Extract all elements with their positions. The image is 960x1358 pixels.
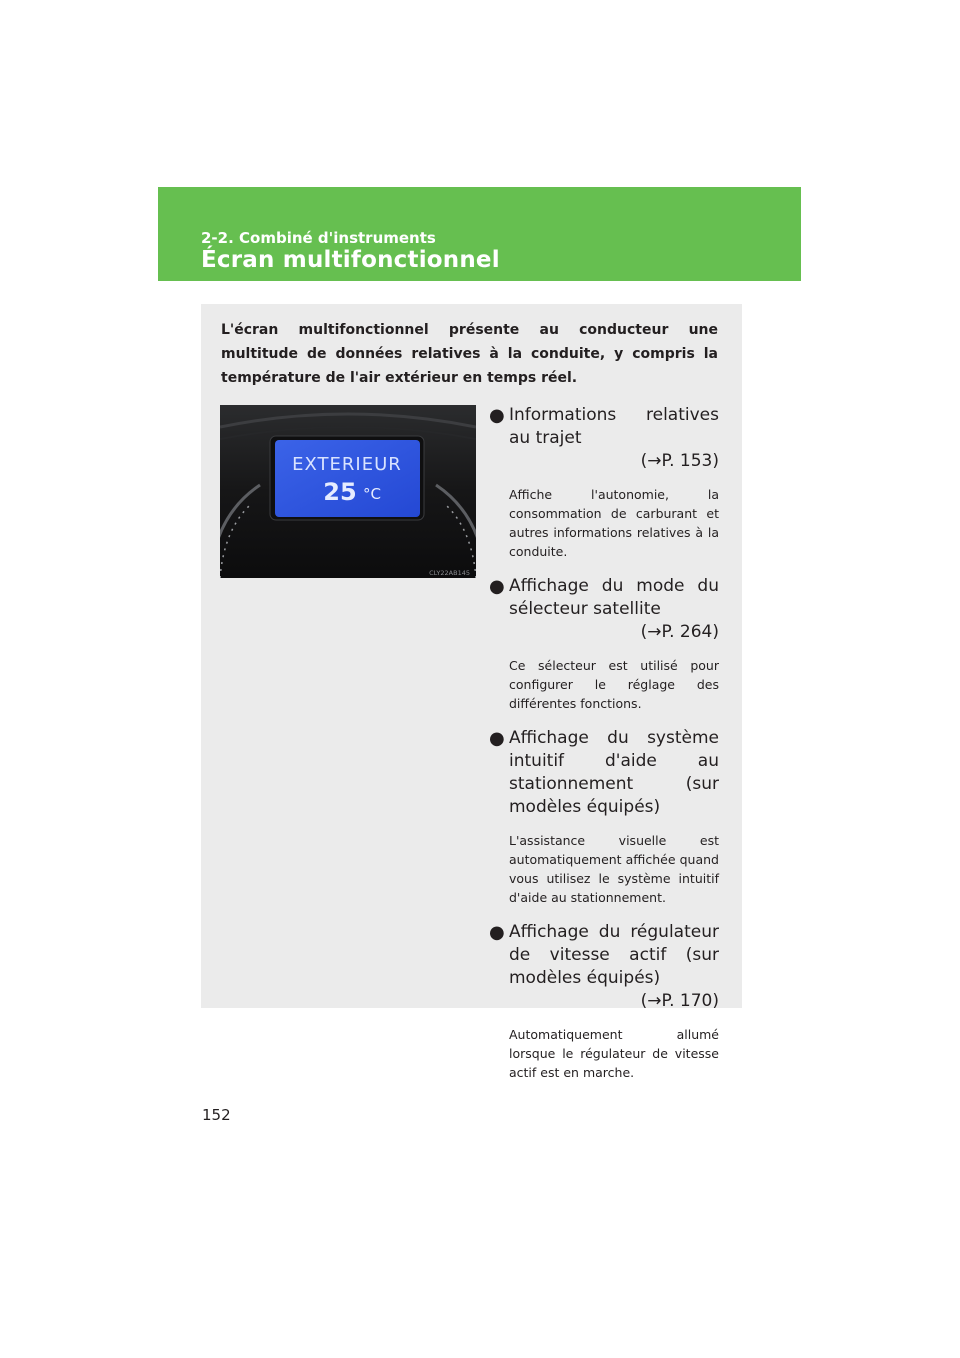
section-label: 2-2. Combiné d'instruments	[201, 229, 436, 247]
page-reference: (→P. 170)	[640, 991, 719, 1011]
item-title: Affichage du mode du sélecteur satellite (→P. 264)	[509, 576, 719, 642]
list-item	[489, 575, 719, 713]
list-item	[489, 404, 719, 561]
page-reference: (→P. 264)	[640, 622, 719, 642]
content-box	[201, 304, 742, 1080]
item-description: Ce sélecteur est utilisé pour configurer le réglage des différentes fonctions.	[509, 658, 719, 711]
section-header-bar	[158, 187, 801, 281]
bullet-icon: ●	[489, 922, 505, 943]
display-temperature-unit: °C	[363, 485, 381, 503]
intro-paragraph: L'écran multifonctionnel présente au conducteur une multitude de données relatives à la conduite, y compris la température de l'air extérieur en temps réel.	[221, 322, 718, 386]
image-code: CLY22AB145	[429, 569, 470, 577]
list-item	[489, 921, 719, 1082]
page-number: 152	[202, 1106, 231, 1124]
list-item	[489, 727, 719, 907]
feature-list	[489, 404, 719, 1096]
item-description: Automatiquement allumé lorsque le régulateur de vitesse actif est en marche.	[509, 1027, 719, 1080]
bullet-icon: ●	[489, 728, 505, 749]
page-title: Écran multifonctionnel	[201, 247, 500, 273]
item-title: Affichage du système intuitif d'aide au stationnement (sur modèles équipés)	[509, 728, 719, 817]
page-reference: (→P. 153)	[640, 451, 719, 471]
item-description: Affiche l'autonomie, la consommation de carburant et autres informations relatives à la conduite.	[509, 487, 719, 559]
item-title: Affichage du régulateur de vitesse actif (sur modèles équipés) (→P. 170)	[509, 922, 719, 1011]
item-title: Informations relatives au trajet (→P. 153)	[509, 405, 719, 471]
display-exterior-label: EXTERIEUR	[292, 454, 402, 475]
display-temperature-value: 25	[323, 478, 357, 506]
item-description: L'assistance visuelle est automatiquement affichée quand vous utilisez le système intuitif d'aide au stationnement.	[509, 833, 719, 905]
instrument-display-photo	[220, 405, 476, 578]
bullet-icon: ●	[489, 405, 505, 426]
bullet-icon: ●	[489, 576, 505, 597]
